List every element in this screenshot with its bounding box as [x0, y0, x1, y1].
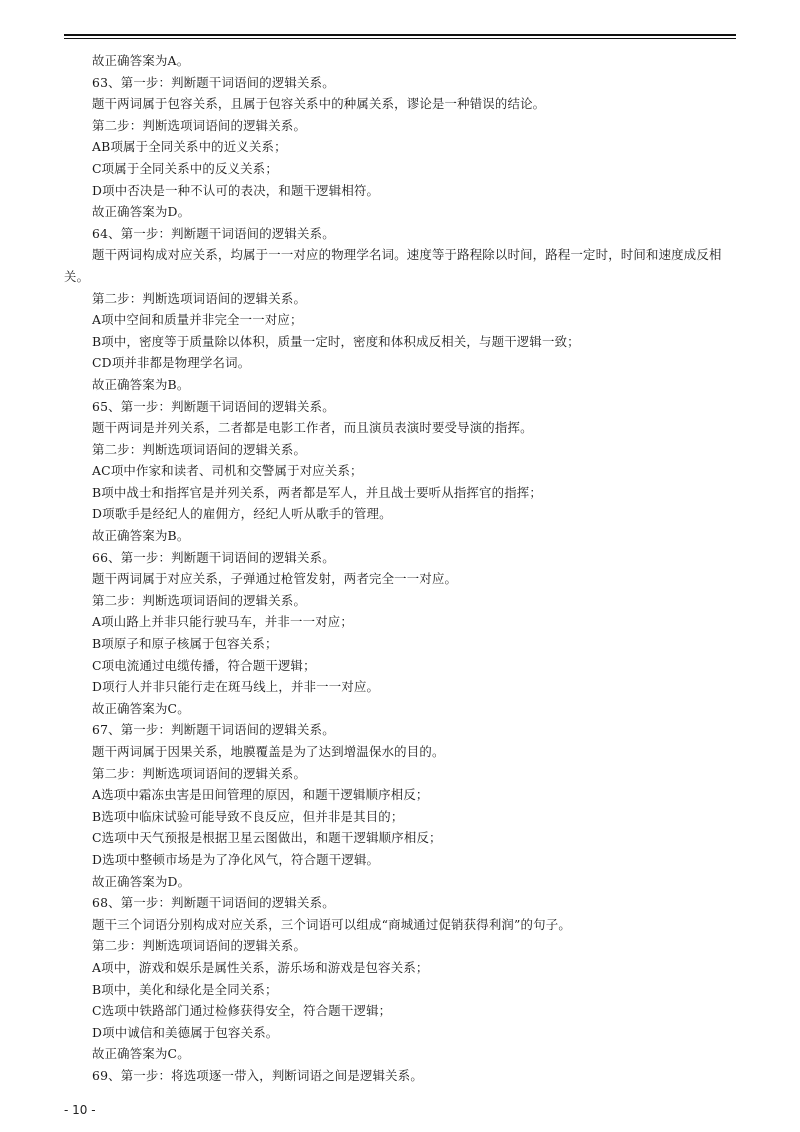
text-line: C选项中铁路部门通过检修获得安全，符合题干逻辑； — [92, 1003, 392, 1019]
text-line: B选项中临床试验可能导致不良反应，但并非是其目的； — [92, 808, 404, 824]
text-line: B项中战士和指挥官是并列关系，两者都是军人，并且战士要听从指挥官的指挥； — [92, 484, 542, 500]
text-line: 第二步：判断选项词语间的逻辑关系。 — [92, 765, 307, 781]
text-line: 64、第一步：判断题干词语间的逻辑关系。 — [92, 225, 335, 241]
text-line: 题干两词属于对应关系，子弹通过枪管发射，两者完全一一对应。 — [92, 571, 458, 587]
text-line: D项歌手是经纪人的雇佣方，经纪人听从歌手的管理。 — [92, 506, 392, 522]
text-line: C项电流通过电缆传播，符合题干逻辑； — [92, 657, 316, 673]
text-line: 69、第一步：将选项逐一带入，判断词语之间是逻辑关系。 — [92, 1067, 423, 1083]
text-line: B项原子和原子核属于包容关系； — [92, 636, 278, 652]
text-line: 题干两词属于因果关系，地膜覆盖是为了达到增温保水的目的。 — [92, 744, 445, 759]
text-line: A项中，游戏和娱乐是属性关系，游乐场和游戏是包容关系； — [92, 959, 429, 975]
header-rule-thin — [64, 38, 736, 39]
text-line: 第二步：判断选项词语间的逻辑关系。 — [92, 938, 307, 954]
text-line: D项行人并非只能行走在斑马线上，并非一一对应。 — [92, 679, 380, 695]
text-line: 故正确答案为B。 — [92, 376, 190, 392]
answer-explanations — [64, 50, 736, 1087]
text-line: 68、第一步：判断题干词语间的逻辑关系。 — [92, 895, 335, 911]
text-line: 故正确答案为C。 — [92, 1046, 190, 1062]
text-line: A项山路上并非只能行驶马车，并非一一对应； — [92, 614, 353, 630]
text-line: 第二步：判断选项词语间的逻辑关系。 — [92, 441, 307, 457]
text-line: 67、第一步：判断题干词语间的逻辑关系。 — [92, 722, 335, 738]
text-line: CD项并非都是物理学名词。 — [92, 355, 251, 371]
text-line: 故正确答案为B。 — [92, 528, 190, 544]
text-line: AC项中作家和读者、司机和交警属于对应关系； — [92, 463, 363, 479]
text-line: 题干两词属于包容关系，且属于包容关系中的种属关系，谬论是一种错误的结论。 — [92, 96, 546, 112]
text-line: 故正确答案为A。 — [92, 53, 190, 68]
text-line: AB项属于全同关系中的近义关系； — [92, 139, 287, 155]
text-line: 66、第一步：判断题干词语间的逻辑关系。 — [92, 549, 335, 565]
text-line: 第二步：判断选项词语间的逻辑关系。 — [92, 117, 307, 133]
text-paragraph: 题干两词构成对应关系，均属于一一对应的物理学名词。速度等于路程除以时间，路程一定时，时间和速度成反相关。 — [64, 247, 722, 284]
text-line: B项中，密度等于质量除以体积，质量一定时，密度和体积成反相关，与题干逻辑一致； — [92, 333, 580, 349]
text-line: D项中诚信和美德属于包容关系。 — [92, 1024, 279, 1040]
text-line: 故正确答案为D。 — [92, 873, 191, 889]
text-line: 第二步：判断选项词语间的逻辑关系。 — [92, 592, 307, 608]
page-number: - 10 - — [64, 1103, 96, 1117]
text-line: C项属于全同关系中的反义关系； — [92, 160, 278, 176]
text-line: A项中空间和质量并非完全一一对应； — [92, 312, 303, 328]
text-line: 63、第一步：判断题干词语间的逻辑关系。 — [92, 74, 335, 90]
text-line: A选项中霜冻虫害是田间管理的原因，和题干逻辑顺序相反； — [92, 787, 429, 803]
text-line: B项中，美化和绿化是全同关系； — [92, 981, 278, 997]
text-line: 故正确答案为C。 — [92, 700, 190, 716]
text-line: 题干三个词语分别构成对应关系，三个词语可以组成“商城通过促销获得利润”的句子。 — [92, 916, 571, 932]
text-line: 65、第一步：判断题干词语间的逻辑关系。 — [92, 398, 335, 414]
text-line: 第二步：判断选项词语间的逻辑关系。 — [92, 290, 307, 306]
header-rule-thick — [64, 34, 736, 36]
text-line: D选项中整顿市场是为了净化风气，符合题干逻辑。 — [92, 851, 380, 867]
text-line: C选项中天气预报是根据卫星云图做出，和题干逻辑顺序相反； — [92, 830, 442, 846]
text-line: D项中否决是一种不认可的表决，和题干逻辑相符。 — [92, 182, 380, 198]
text-line: 故正确答案为D。 — [92, 204, 191, 220]
text-line: 题干两词是并列关系，二者都是电影工作者，而且演员表演时要受导演的指挥。 — [92, 420, 533, 436]
